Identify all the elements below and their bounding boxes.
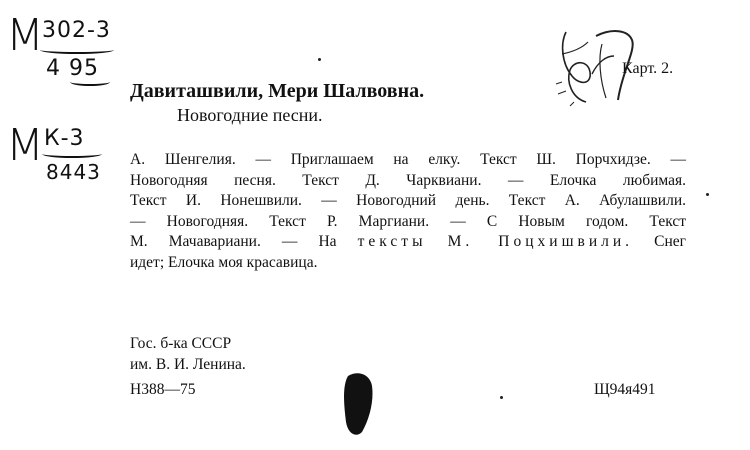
shelf-code-2-top: К-3 bbox=[44, 126, 85, 151]
library-name: Гос. б-ка СССР bbox=[130, 335, 232, 352]
shelf-code-1-top: 302-3 bbox=[42, 18, 111, 43]
contents-line: Текст И. Нонешвили. — Новогодний день. Текст А. Абулашвили. bbox=[130, 192, 686, 209]
shelf-letter-1: М bbox=[6, 10, 44, 61]
ink-blot bbox=[340, 370, 380, 440]
contents-line: — Новогодняя. Текст Р. Маргиани. — С Новым годом. Текст bbox=[130, 212, 686, 230]
contents-line: идет; Елочка моя красавица. bbox=[130, 253, 318, 271]
speck bbox=[500, 396, 503, 399]
shelf-code-2-bottom: 8443 bbox=[46, 160, 101, 184]
speck bbox=[706, 193, 709, 196]
library-name-2: им. В. И. Ленина. bbox=[130, 356, 246, 373]
contents-note bbox=[130, 150, 686, 273]
contents-fragment: М. Мачавариани. — На bbox=[130, 233, 337, 250]
classification-code: Щ94я491 bbox=[594, 381, 656, 398]
shelf-code-1-underline-2 bbox=[70, 78, 110, 86]
contents-spaced-name: М. Поцхишвили. bbox=[447, 233, 634, 250]
library-imprint bbox=[130, 333, 246, 375]
card-code-left: Н388—75 bbox=[130, 381, 196, 398]
shelf-code-1-bottom: 4 95 bbox=[46, 56, 99, 81]
shelf-code-1-underline bbox=[40, 46, 114, 54]
speck bbox=[318, 58, 321, 61]
contents-line bbox=[130, 232, 686, 253]
shelf-letter-2: М bbox=[6, 120, 44, 171]
card-number: Карт. 2. bbox=[622, 60, 674, 77]
author-heading: Давиташвили, Мери Шалвовна. bbox=[130, 80, 425, 102]
contents-spaced-word: тексты bbox=[357, 233, 427, 250]
work-title: Новогодние песни. bbox=[177, 105, 323, 125]
contents-fragment: Снег bbox=[654, 233, 686, 250]
shelf-code-2-underline bbox=[42, 150, 102, 158]
contents-line: Новогодняя песня. Текст Д. Чарквиани. — Елочка любимая. bbox=[130, 171, 686, 189]
contents-line: А. Шенгелия. — Приглашаем на елку. Текст Ш. Порчхидзе. — bbox=[130, 151, 686, 168]
